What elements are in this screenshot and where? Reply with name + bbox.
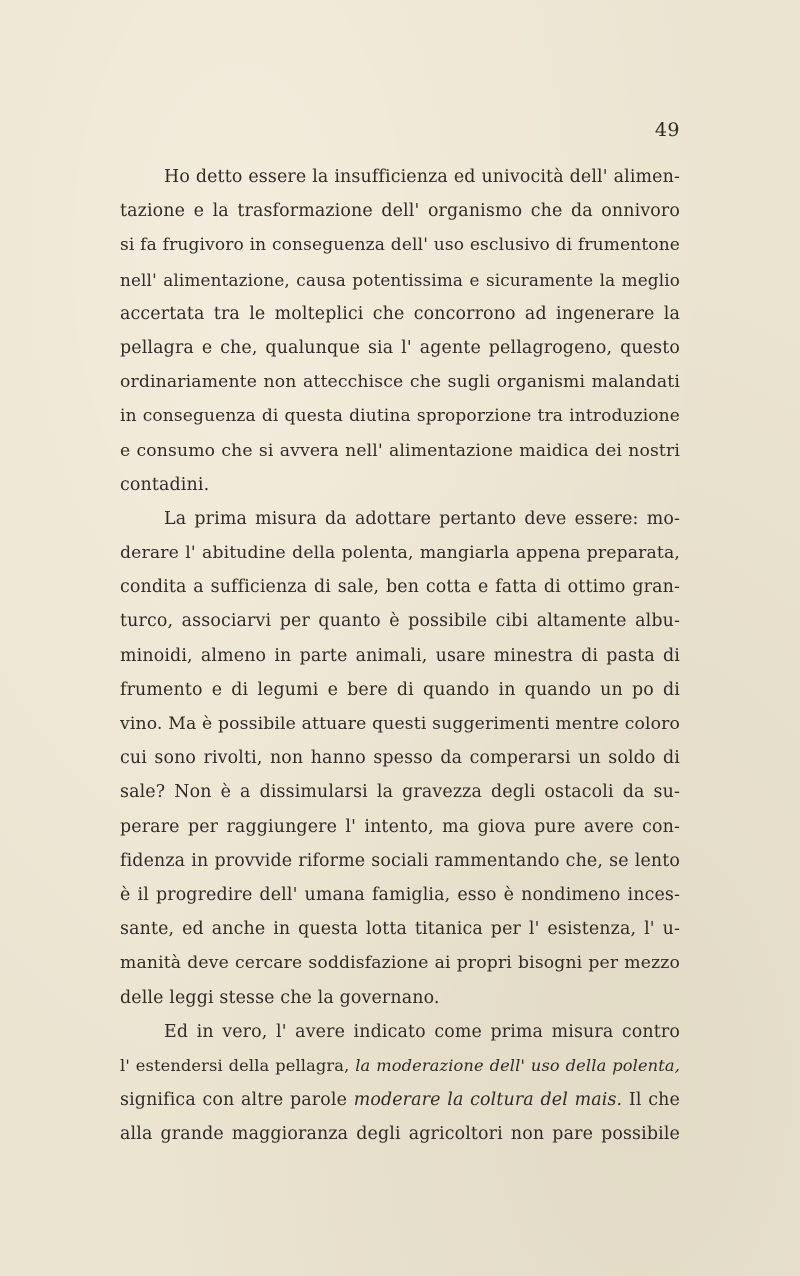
text-line: alla grande maggioranza degli agricoltori non pare possibile xyxy=(120,1124,680,1145)
text-run: Il che xyxy=(622,1090,680,1111)
text-line: accertata tra le molteplici che concorrono ad ingenerare la xyxy=(120,303,680,324)
text-line: condita a sufficienza di sale, ben cotta e fatta di ottimo gran- xyxy=(120,577,680,598)
text-line: sale? Non è a dissimularsi la gravezza degli ostacoli da su- xyxy=(120,782,680,803)
text-line xyxy=(120,1083,680,1117)
text-line xyxy=(120,1049,680,1083)
text-line: Ed in vero, l' avere indicato come prima misura contro xyxy=(164,1021,680,1042)
text-line: pellagra e che, qualunque sia l' agente pellagrogeno, questo xyxy=(120,337,680,358)
text-line: tazione e la trasformazione dell' organismo che da onnivoro xyxy=(120,201,680,222)
text-line: cui sono rivolti, non hanno spesso da comperarsi un soldo di xyxy=(120,748,680,769)
italic-run: moderare la coltura del mais. xyxy=(353,1090,623,1111)
text-line: perare per raggiungere l' intento, ma giova pure avere con- xyxy=(120,816,680,837)
text-line: sante, ed anche in questa lotta titanica per l' esistenza, l' u- xyxy=(120,919,680,940)
text-line: in conseguenza di questa diutina sproporzione tra introduzione xyxy=(120,406,680,427)
text-run: l' estendersi della pellagra, xyxy=(120,1055,356,1075)
page-number: 49 xyxy=(654,119,680,141)
italic-run: la moderazione dell' uso della polenta, xyxy=(355,1055,680,1075)
text-line: è il progredire dell' umana famiglia, esso è nondimeno inces- xyxy=(120,884,680,905)
body-text xyxy=(120,160,680,1151)
text-line: ordinariamente non attecchisce che sugli organismi malandati xyxy=(120,372,680,393)
text-line: fidenza in provvide riforme sociali rammentando che, se lento xyxy=(120,850,680,871)
text-line: derare l' abitudine della polenta, mangiarla appena preparata, xyxy=(120,543,680,564)
text-line: minoidi, almeno in parte animali, usare minestra di pasta di xyxy=(120,645,680,666)
text-line: vino. Ma è possibile attuare questi suggerimenti mentre coloro xyxy=(120,714,680,734)
text-run: significa con altre parole xyxy=(120,1090,354,1111)
text-line: contadini. xyxy=(120,474,210,495)
text-line: si fa frugivoro in conseguenza dell' uso esclusivo di frumentone xyxy=(120,235,680,256)
text-line: La prima misura da adottare pertanto deve essere: mo- xyxy=(164,508,680,529)
text-line: nell' alimentazione, causa potentissima e sicuramente la meglio xyxy=(120,269,680,290)
text-line: e consumo che si avvera nell' alimentazione maidica dei nostri xyxy=(120,440,680,461)
text-line: frumento e di legumi e bere di quando in quando un po di xyxy=(120,679,680,700)
text-line: turco, associarvi per quanto è possibile cibi altamente albu- xyxy=(120,611,680,632)
text-line: delle leggi stesse che la governano. xyxy=(120,987,440,1008)
text-line: manità deve cercare soddisfazione ai propri bisogni per mezzo xyxy=(120,953,680,974)
text-line: Ho detto essere la insufficienza ed univocità dell' alimen- xyxy=(164,167,680,187)
